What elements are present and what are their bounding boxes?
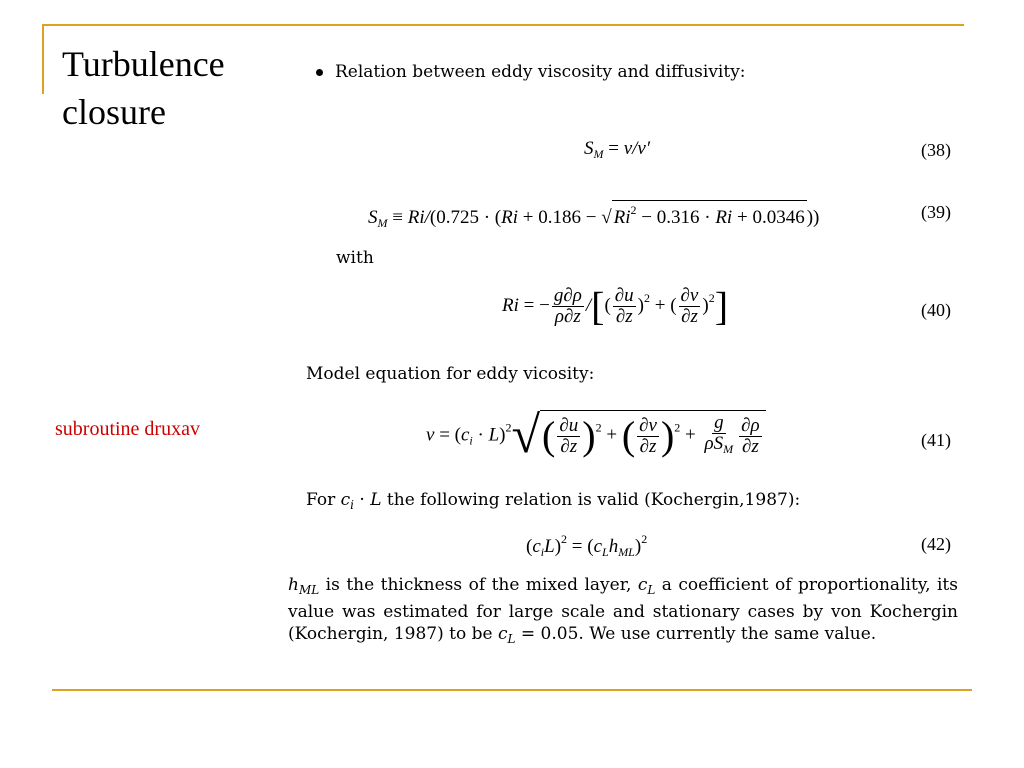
bullet-text: Relation between eddy viscosity and diffusivity: <box>335 62 746 82</box>
equation-41: $\nu = (c_i \cdot L)^2√$( $\frac{\partial u}{\partial z}$ )$^2$ + ( $\frac{\partial v}{\partial z}$ )$^2$ + $\frac{g}{\rho S_M}$ $\frac{\partial\rho}{\partial z}$ <box>426 410 766 459</box>
equation-number-40: (40) <box>921 300 951 320</box>
bullet-icon <box>316 69 323 76</box>
slide-title: Turbulence closure <box>62 44 225 132</box>
equation-40: Ri = − $\frac{g\partial\rho}{\rho\partial z}$ /[( $\frac{\partial u}{\partial z}$ )$^2$ + ( $\frac{\partial v}{\partial z}$ )$^2$] <box>502 283 729 329</box>
model-equation-text: Model equation for eddy vicosity: <box>306 364 595 384</box>
relation-text: For $c_i \cdot L$ the following relation is valid (Kochergin,1987): <box>306 490 801 512</box>
equation-number-42: (42) <box>921 534 951 554</box>
with-text: with <box>336 248 374 268</box>
equation-number-41: (41) <box>921 430 951 450</box>
bottom-divider <box>52 689 972 691</box>
bullet-item <box>316 62 746 82</box>
explanation-paragraph: $h_{ML}$ is the thickness of the mixed layer, $c_L$ a coefficient of proportionality, its value was estimated for large scale and stationary cases by von Kochergin (Kochergin, 1987) to be $c_L = 0.05$. We use currently the same value. <box>288 575 958 646</box>
top-divider <box>42 24 964 26</box>
subroutine-label: subroutine druxav <box>55 418 200 440</box>
left-accent-line <box>42 24 44 94</box>
equation-number-38: (38) <box>921 140 951 160</box>
equation-42: $(c_iL)^2 = (c_Lh_{ML})^2$ <box>526 532 648 559</box>
equation-39: $S_M \equiv Ri/(0.725 \cdot (Ri + 0.186$ − √ Ri$^2$ − 0.316 · Ri + 0.0346 )) <box>368 200 819 231</box>
equation-38: $S_M = \nu/\nu'$ <box>584 138 651 161</box>
equation-number-39: (39) <box>921 202 951 222</box>
